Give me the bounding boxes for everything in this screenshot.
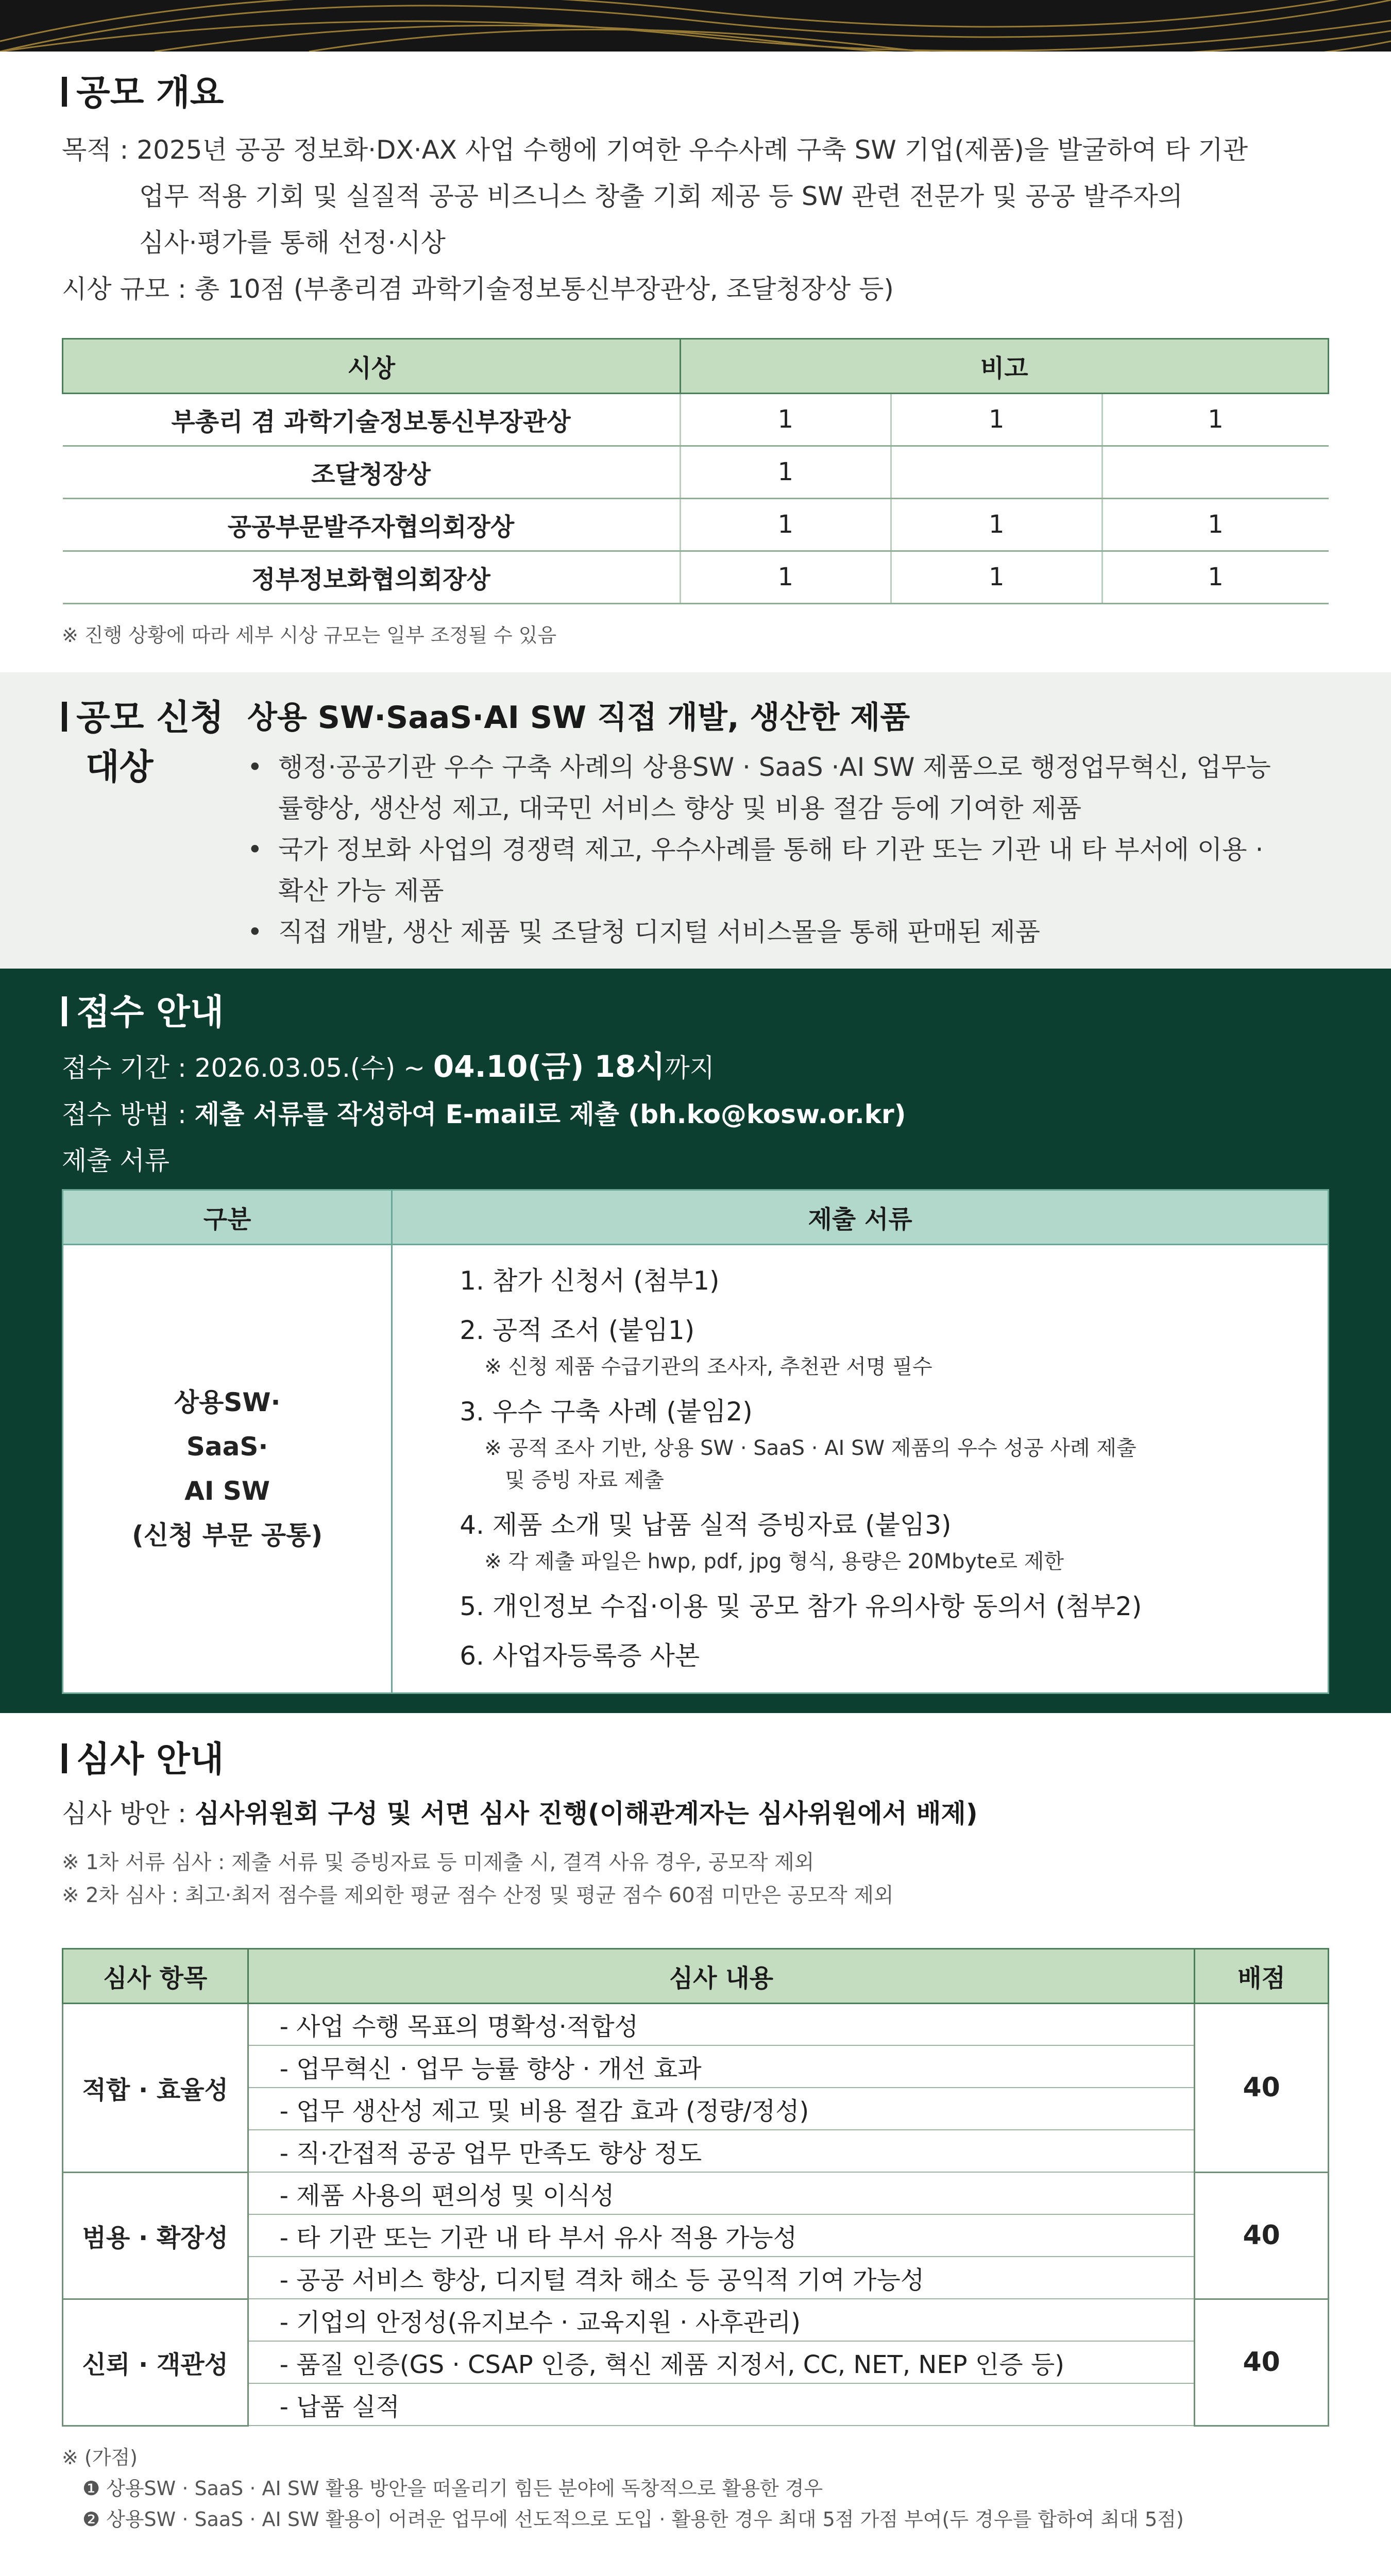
table-row bbox=[63, 393, 1329, 446]
doc-item: 4. 제품 소개 및 납품 실적 증빙자료 (붙임3) bbox=[460, 1510, 952, 1540]
review-item: - 직·간접적 공공 업무 만족도 향상 정도 bbox=[248, 2130, 1195, 2172]
target-headline: 상용 SW·SaaS·AI SW 직접 개발, 생산한 제품 bbox=[247, 700, 910, 736]
review-score: 40 bbox=[1195, 2003, 1329, 2172]
docs-category: 상용SW· SaaS· AI SW (신청 부문 공통) bbox=[63, 1244, 392, 1693]
review-category: 신뢰 · 객관성 bbox=[63, 2299, 248, 2426]
award-table bbox=[62, 338, 1329, 604]
doc-item-note: ※ 공적 조사 기반, 상용 SW · SaaS · AI SW 제품의 우수 성공 사례 제출 bbox=[484, 1436, 1136, 1460]
review-note: ※ 2차 심사 : 최고·최저 점수를 제외한 평균 점수 산정 및 평균 점수 60점 미만은 공모작 제외 bbox=[62, 1883, 894, 1907]
award-cell: 1 bbox=[680, 551, 891, 603]
table-row bbox=[63, 2130, 1329, 2172]
review-item: - 사업 수행 목표의 명확성·적합성 bbox=[248, 2003, 1195, 2045]
review-item: - 기업의 안정성(유지보수 · 교육지원 · 사후관리) bbox=[248, 2299, 1195, 2341]
method-label: 접수 방법 : bbox=[62, 1099, 195, 1129]
reception-title: 접수 안내 bbox=[62, 992, 1329, 1034]
target-title: 공모 신청 bbox=[62, 697, 232, 739]
award-cell bbox=[1102, 446, 1329, 498]
overview-note: ※ 진행 상황에 따라 세부 시상 규모는 일부 조정될 수 있음 bbox=[62, 623, 557, 647]
docs-header-docs: 제출 서류 bbox=[392, 1190, 1329, 1244]
review-item: - 업무 생산성 제고 및 비용 절감 효과 (정량/정성) bbox=[248, 2088, 1195, 2130]
reception-section bbox=[0, 969, 1391, 1713]
table-row bbox=[63, 2383, 1329, 2426]
award-cell: 1 bbox=[1102, 393, 1329, 446]
docs-list bbox=[392, 1244, 1329, 1693]
table-row bbox=[63, 2214, 1329, 2257]
target-bullet: • 직접 개발, 생산 제품 및 조달청 디지털 서비스몰을 통해 판매된 제품 bbox=[247, 911, 1329, 953]
award-cell: 1 bbox=[891, 393, 1102, 446]
award-header-note: 비고 bbox=[680, 338, 1329, 393]
docs-header-category: 구분 bbox=[63, 1190, 392, 1244]
review-item: - 품질 인증(GS · CSAP 인증, 혁신 제품 지정서, CC, NET, NEP 인증 등) bbox=[248, 2341, 1195, 2383]
review-section bbox=[0, 1739, 1391, 2535]
purpose-line: 2025년 공공 정보화·DX·AX 사업 수행에 기여한 우수사례 구축 SW 기업(제품)을 발굴하여 타 기관 bbox=[137, 134, 1248, 165]
review-method-label: 심사 방안 : bbox=[62, 1798, 195, 1828]
review-item: - 납품 실적 bbox=[248, 2383, 1195, 2426]
review-header-content: 심사 내용 bbox=[248, 1948, 1195, 2003]
review-score: 40 bbox=[1195, 2299, 1329, 2426]
target-section bbox=[0, 672, 1391, 969]
table-row bbox=[63, 2088, 1329, 2130]
award-cell: 1 bbox=[680, 498, 891, 551]
table-row bbox=[63, 551, 1329, 603]
award-cell: 1 bbox=[891, 551, 1102, 603]
doc-item: 6. 사업자등록증 사본 bbox=[460, 1640, 700, 1671]
doc-item: 3. 우수 구축 사례 (붙임2) bbox=[460, 1396, 753, 1427]
period-end: 04.10(금) 18시 bbox=[433, 1048, 665, 1084]
table-row bbox=[63, 498, 1329, 551]
submission-method: 제출 서류를 작성하여 E-mail로 제출 (bh.ko@kosw.or.kr) bbox=[194, 1099, 906, 1129]
review-title: 심사 안내 bbox=[62, 1739, 1329, 1781]
review-header-category: 심사 항목 bbox=[63, 1948, 248, 2003]
review-item: - 공공 서비스 향상, 디지털 격차 해소 등 공익적 기여 가능성 bbox=[248, 2257, 1195, 2299]
table-row bbox=[63, 446, 1329, 498]
gold-arc-pattern bbox=[0, 0, 1391, 52]
award-name: 공공부문발주자협의회장상 bbox=[63, 498, 681, 551]
review-method: 심사위원회 구성 및 서면 심사 진행(이해관계자는 심사위원에서 배제) bbox=[194, 1798, 978, 1828]
award-cell bbox=[891, 446, 1102, 498]
review-category: 적합 · 효율성 bbox=[63, 2003, 248, 2172]
purpose-label: 목적 : bbox=[62, 134, 137, 165]
award-name: 조달청장상 bbox=[63, 446, 681, 498]
award-name: 부총리 겸 과학기술정보통신부장관상 bbox=[63, 393, 681, 446]
period-label: 접수 기간 : bbox=[62, 1053, 195, 1083]
bonus-item: ❶ 상용SW · SaaS · AI SW 활용 방안을 떠올리기 힘든 분야에 독창적으로 활용한 경우 bbox=[82, 2477, 823, 2500]
table-row bbox=[63, 2299, 1329, 2341]
doc-item: 5. 개인정보 수집·이용 및 공모 참가 유의사항 동의서 (첨부2) bbox=[460, 1591, 1142, 1621]
review-item: - 타 기관 또는 기관 내 타 부서 유사 적용 가능성 bbox=[248, 2214, 1195, 2257]
bonus-item: ❷ 상용SW · SaaS · AI SW 활용이 어려운 업무에 선도적으로 도입 · 활용한 경우 최대 5점 가점 부여(두 경우를 합하여 최대 5점) bbox=[82, 2507, 1184, 2531]
overview-title: 공모 개요 bbox=[62, 72, 1329, 114]
award-cell: 1 bbox=[1102, 498, 1329, 551]
docs-label: 제출 서류 bbox=[62, 1145, 170, 1176]
bonus-label: ※ (가점) bbox=[62, 2446, 138, 2469]
purpose-line: 심사·평가를 통해 선정·시상 bbox=[139, 227, 446, 258]
review-note: ※ 1차 서류 심사 : 제출 서류 및 증빙자료 등 미제출 시, 결격 사유 경우, 공모작 제외 bbox=[62, 1850, 815, 1874]
table-row bbox=[63, 2341, 1329, 2383]
table-row bbox=[63, 2257, 1329, 2299]
documents-table bbox=[62, 1189, 1329, 1694]
period-suffix: 까지 bbox=[665, 1053, 715, 1083]
award-cell: 1 bbox=[680, 446, 891, 498]
award-header-award: 시상 bbox=[63, 338, 681, 393]
review-score: 40 bbox=[1195, 2172, 1329, 2299]
target-bullet: • 행정·공공기관 우수 구축 사례의 상용SW · SaaS ·AI SW 제품으로 행정업무혁신, 업무능 률향상, 생산성 제고, 대국민 서비스 향상 및 비용 절감 등에 기여한 제품 bbox=[247, 747, 1329, 829]
purpose-line: 업무 적용 기회 및 실질적 공공 비즈니스 창출 기회 제공 등 SW 관련 전문가 및 공공 발주자의 bbox=[139, 181, 1183, 211]
review-category: 범용 · 확장성 bbox=[63, 2172, 248, 2299]
doc-item: 2. 공적 조서 (붙임1) bbox=[460, 1315, 695, 1345]
doc-item: 1. 참가 신청서 (첨부1) bbox=[460, 1265, 720, 1296]
award-name: 정부정보화협의회장상 bbox=[63, 551, 681, 603]
award-cell: 1 bbox=[891, 498, 1102, 551]
award-cell: 1 bbox=[1102, 551, 1329, 603]
header-decoration bbox=[0, 0, 1391, 52]
target-title-line2: 대상 bbox=[86, 747, 154, 788]
review-item: - 업무혁신 · 업무 능률 향상 · 개선 효과 bbox=[248, 2045, 1195, 2088]
table-row bbox=[63, 2003, 1329, 2045]
table-row bbox=[63, 2045, 1329, 2088]
table-row bbox=[63, 2172, 1329, 2214]
review-item: - 제품 사용의 편의성 및 이식성 bbox=[248, 2172, 1195, 2214]
review-table bbox=[62, 1948, 1329, 2427]
overview-section bbox=[0, 72, 1391, 651]
doc-item-note: 및 증빙 자료 제출 bbox=[505, 1468, 664, 1492]
period-start: 2026.03.05.(수) ~ bbox=[194, 1053, 433, 1083]
doc-item-note: ※ 각 제출 파일은 hwp, pdf, jpg 형식, 용량은 20Mbyte로 제한 bbox=[484, 1549, 1064, 1573]
target-bullet: • 국가 정보화 사업의 경쟁력 제고, 우수사례를 통해 타 기관 또는 기관 내 타 부서에 이용 · 확산 가능 제품 bbox=[247, 829, 1329, 911]
review-header-score: 배점 bbox=[1195, 1948, 1329, 2003]
award-scale: 시상 규모 : 총 10점 (부총리겸 과학기술정보통신부장관상, 조달청장상 등) bbox=[62, 274, 894, 304]
doc-item-note: ※ 신청 제품 수급기관의 조사자, 추천관 서명 필수 bbox=[484, 1354, 932, 1379]
award-cell: 1 bbox=[680, 393, 891, 446]
